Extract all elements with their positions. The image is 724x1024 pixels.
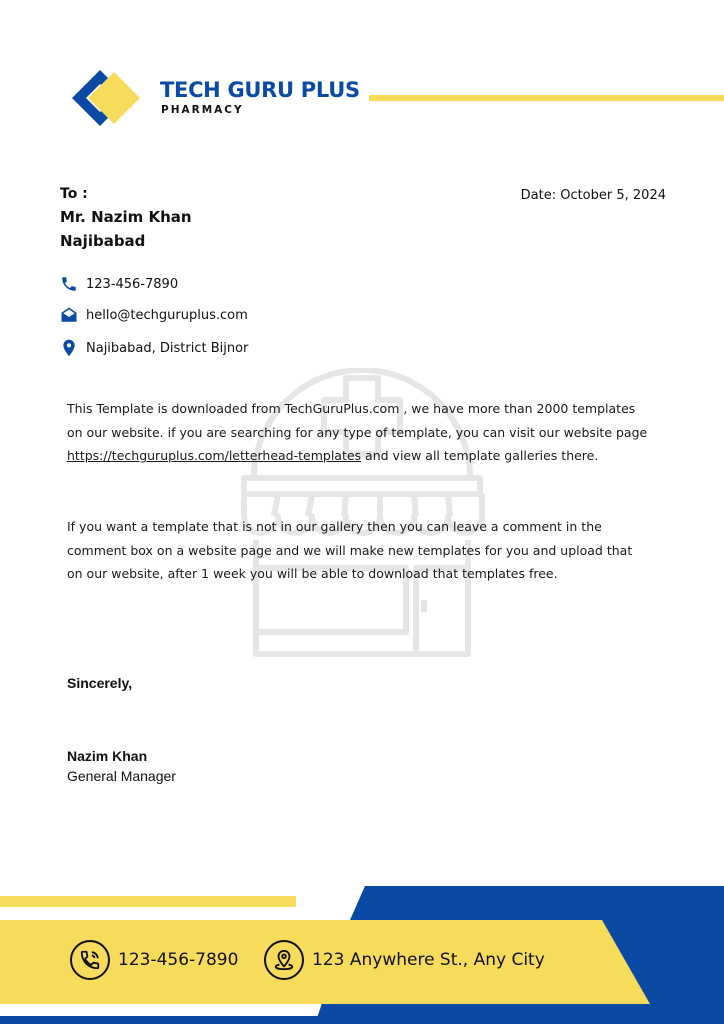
footer-address-text: 123 Anywhere St., Any City	[312, 950, 545, 970]
body-paragraph-1: This Template is downloaded from TechGuruPlus.com , we have more than 2000 templates on our website. if you are searching for any type of template, you can visit our website page https://techguruplus.com/letterhead-templates and view all template galleries there.	[67, 401, 648, 463]
phone-icon	[79, 949, 101, 971]
footer-phone	[70, 940, 238, 980]
mail-icon	[60, 306, 78, 324]
location-pin-icon	[60, 336, 78, 360]
contact-email-text: hello@techguruplus.com	[86, 307, 248, 323]
recipient-city: Najibabad	[60, 232, 146, 250]
footer-phone-text: 123-456-7890	[118, 950, 239, 970]
contact-phone-text: 123-456-7890	[86, 276, 179, 292]
contact-address	[60, 336, 248, 360]
closing: Sincerely,	[67, 675, 133, 691]
contact-email	[60, 306, 248, 324]
signature-name: Nazim Khan	[67, 748, 148, 764]
recipient-name: Mr. Nazim Khan	[60, 208, 192, 226]
brand-name: TECH GURU PLUS	[160, 78, 360, 102]
footer-address	[264, 940, 545, 980]
signature-title: General Manager	[67, 768, 176, 784]
letter-date: Date: October 5, 2024	[520, 188, 666, 203]
contact-phone	[60, 275, 178, 293]
footer-address-icon-circle	[264, 940, 304, 980]
contact-address-text: Najibabad, District Bijnor	[86, 340, 249, 356]
letterhead-templates-link[interactable]: https://techguruplus.com/letterhead-templates	[67, 448, 362, 463]
footer-phone-icon-circle	[70, 940, 110, 980]
location-pin-icon	[273, 949, 295, 971]
phone-icon	[60, 275, 78, 293]
header-accent-line	[369, 95, 724, 101]
to-label: To :	[60, 186, 88, 202]
brand-logo	[70, 70, 142, 126]
body-paragraph-2: If you want a template that is not in our gallery then you can leave a comment in the comment box on a website page and we will make new templates for you and upload that on our website, after 1 week you will be able to download that templates free.	[67, 519, 633, 581]
brand-subtitle: PHARMACY	[161, 104, 244, 116]
